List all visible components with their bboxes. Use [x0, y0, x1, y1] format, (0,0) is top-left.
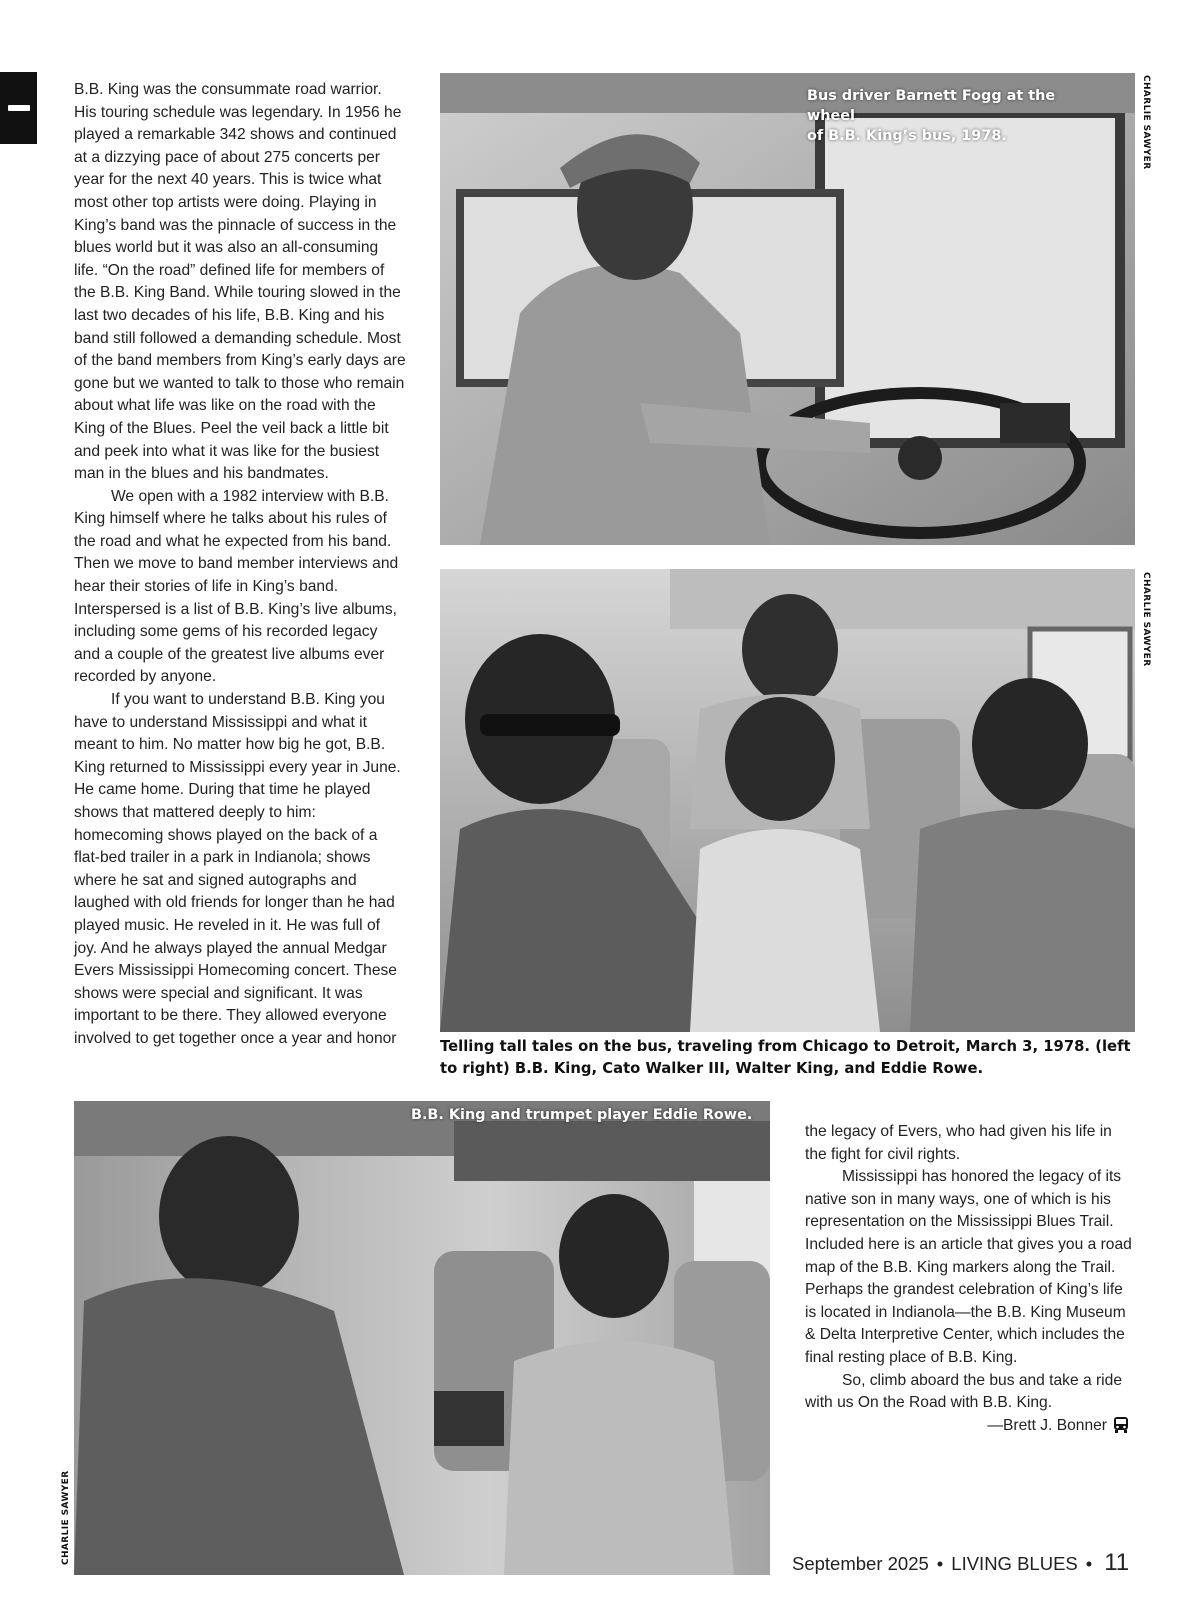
author-name: —Brett J. Bonner [987, 1416, 1107, 1434]
caption-line: of B.B. King’s bus, 1978. [807, 128, 1007, 144]
author-signature [805, 1415, 1137, 1442]
article-paragraph: Mississippi has honored the legacy of its native son in many ways, one of which is his representation on the Mississippi Blues Trail. Included here is an article that gives you a road map of the B.B. King markers along the Trail. Perhaps the grandest celebration of King’s life is located in Indianola—the B.B. King Museum & Delta Interpretive Center, which includes the final resting place of B.B. King. [805, 1168, 1132, 1366]
page-number: 11 [1104, 1549, 1130, 1576]
section-tab [0, 72, 37, 144]
page-footer [792, 1548, 1132, 1578]
footer-issue: September 2025 [792, 1553, 929, 1574]
caption-line: Bus driver Barnett Fogg at the wheel [807, 88, 1056, 124]
footer-magazine: LIVING BLUES [951, 1553, 1078, 1574]
photo-group-bus [440, 569, 1135, 1032]
article-paragraph: the legacy of Evers, who had given his life in the fight for civil rights. [805, 1123, 1112, 1163]
article-paragraph: We open with a 1982 interview with B.B. King himself where he talks about his rules of the road and what he expected from his band. Then we move to band member interviews and hear their stories of life in King’s band. Interspersed is a list of B.B. King’s live albums, including some gems of his recorded legacy and a couple of the greatest live albums ever recorded by anyone. [74, 487, 399, 686]
photo-caption-driver [807, 86, 1107, 146]
article-paragraph: So, climb aboard the bus and take a ride with us On the Road with B.B. King. [805, 1371, 1122, 1412]
section-tab-mark [8, 105, 30, 111]
photo-group-bus-image [440, 569, 1135, 1032]
photo-king-rowe [74, 1101, 770, 1575]
article-paragraph: B.B. King was the consummate road warrior. His touring schedule was legendary. In 1956 he played a remarkable 342 shows and continued at a dizzying pace of about 275 concerts per year for the next 40 years. This is twice what most other top artists were doing. Playing in King’s band was the pinnacle of success in the blues world but it was also an all-consuming life. “On the road” defined life for members of the B.B. King Band. While touring slowed in the last two decades of his life, B.B. King and his band still followed a demanding schedule. Most of the band members from King’s early days are gone but we wanted to talk to those who remain about what life was like on the road with the King of the Blues. Peel the veil back a little bit and peek into what it was like for the busiest man in the blues and his bandmates. [74, 81, 406, 483]
article-column-right [805, 1121, 1137, 1441]
photo-credit: CHARLIE SAWYER [61, 1470, 71, 1565]
photo-king-rowe-image [74, 1101, 770, 1575]
article-column-left [74, 79, 406, 1051]
footer-separator: • [1085, 1553, 1093, 1574]
photo-credit: CHARLIE SAWYER [1141, 75, 1151, 170]
bus-icon [1113, 1416, 1129, 1442]
photo-caption-group: Telling tall tales on the bus, traveling from Chicago to Detroit, March 3, 1978. (left to right) B.B. King, Cato Walker III, Walter King, and Eddie Rowe. [440, 1038, 1131, 1077]
article-paragraph: If you want to understand B.B. King you have to understand Mississippi and what it meant to him. No matter how big he got, B.B. King returned to Mississippi every year in June. He came home. During that time he played shows that mattered deeply to him: homecoming shows played on the back of a flat-bed trailer in a park in Indianola; shows where he sat and signed autographs and laughed with old friends for longer than he had played music. He reveled in it. He was full of joy. And he always played the annual Medgar Evers Mississippi Homecoming concert. These shows were special and significant. It was important to be there. They allowed everyone involved to get together once a year and honor [74, 691, 401, 1047]
photo-credit: CHARLIE SAWYER [1141, 572, 1151, 667]
photo-caption-duo: B.B. King and trumpet player Eddie Rowe. [411, 1107, 753, 1123]
footer-separator: • [936, 1553, 944, 1574]
